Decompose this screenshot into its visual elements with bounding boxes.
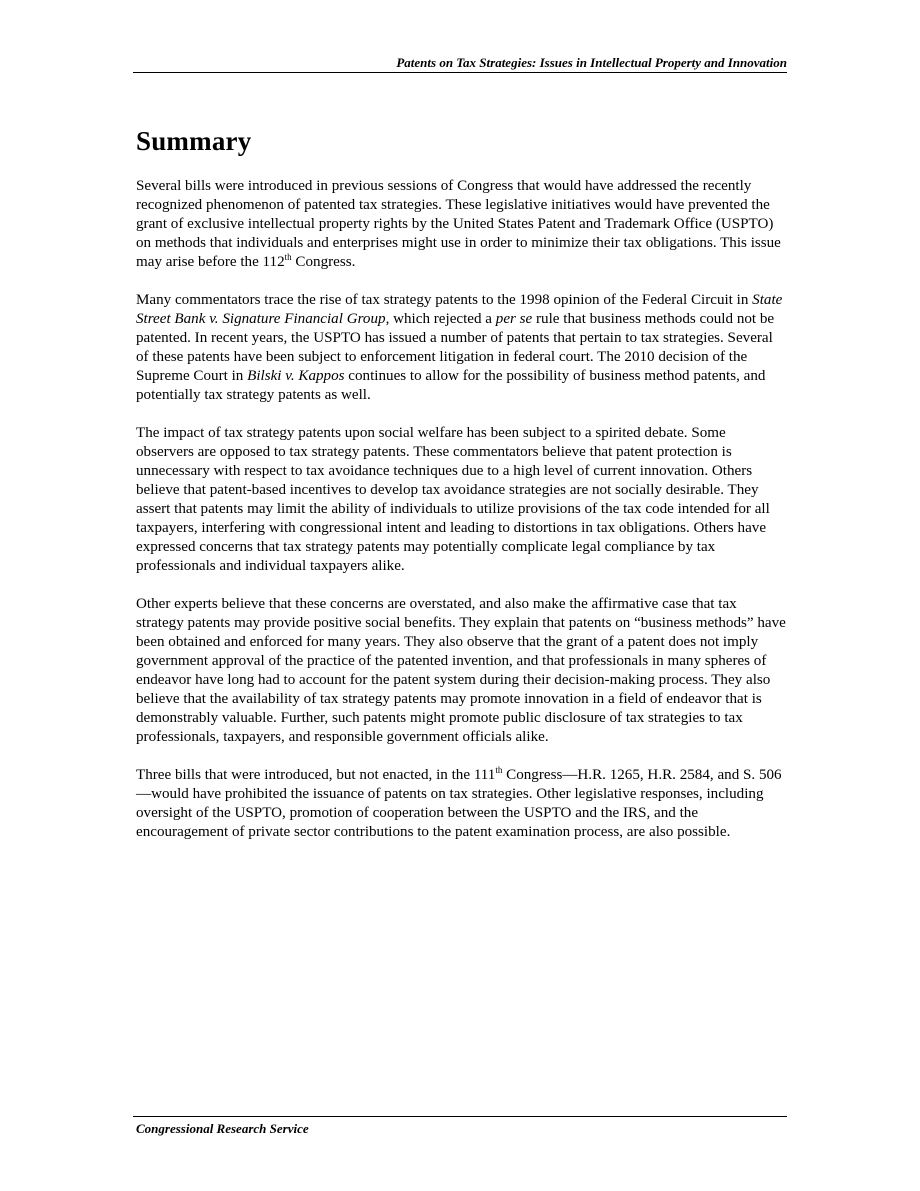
- paragraph-1: [136, 177, 786, 272]
- ordinal-suffix: th: [284, 251, 292, 262]
- paragraph-2-text-4: continues to allow for the possibility of business method patents, and potentially tax strategy patents as well.: [136, 368, 766, 403]
- document-body: [136, 124, 786, 861]
- paragraph-2: [136, 291, 786, 405]
- case-name-bilski: Bilski v. Kappos: [247, 368, 345, 384]
- page-footer: [133, 1116, 787, 1137]
- footer-publisher: Congressional Research Service: [136, 1121, 309, 1136]
- paragraph-2-text-3: rule that business methods could not be patented. In recent years, the USPTO has issued a number of patents that pertain to tax strategies. Several of these patents have been subject to enforcement litigation in federal court. The 2010 decision of the Supreme Court in: [136, 311, 775, 384]
- section-title: Summary: [136, 126, 252, 156]
- latin-phrase: per se: [495, 311, 533, 327]
- case-name-state-street: State Street Bank v. Signature Financial Group: [136, 292, 783, 327]
- paragraph-2-text: Many commentators trace the rise of tax strategy patents to the 1998 opinion of the Federal Circuit in: [136, 292, 753, 308]
- ordinal-suffix: th: [495, 764, 503, 775]
- paragraph-4: Other experts believe that these concerns are overstated, and also make the affirmative case that tax strategy patents may provide positive social benefits. They explain that patents on “business methods” have been obtained and enforced for many years. They also observe that the grant of a patent does not imply government approval of the practice of the patented invention, and that professionals in many spheres of endeavor have long had to account for the patent system during their decision-making process. They also believe that the availability of tax strategy patents may promote innovation in a field of endeavor that is demonstrably valuable. Further, such patents might promote public disclosure of tax strategies to tax professionals, taxpayers, and responsible government officials alike.: [136, 596, 786, 745]
- paragraph-2-text-2: , which rejected a: [385, 311, 496, 327]
- running-header-title: Patents on Tax Strategies: Issues in Intellectual Property and Innovation: [396, 55, 787, 70]
- paragraph-1-text: Several bills were introduced in previous sessions of Congress that would have addressed the recently recognized phenomenon of patented tax strategies. These legislative initiatives would have prevented the grant of exclusive intellectual property rights by the United States Patent and Trademark Office (USPTO) on methods that individuals and enterprises might use in order to minimize their tax obligations. This issue may arise before the 112: [136, 178, 781, 270]
- paragraph-1-text-end: Congress.: [291, 254, 356, 270]
- paragraph-5: [136, 766, 786, 842]
- paragraph-5-text-end: Congress—H.R. 1265, H.R. 2584, and S. 506—would have prohibited the issuance of patents on tax strategies. Other legislative responses, including oversight of the USPTO, promotion of cooperation between the USPTO and the IRS, and the encouragement of private sector contributions to the patent examination process, are also possible.: [136, 767, 782, 840]
- paragraph-3: The impact of tax strategy patents upon social welfare has been subject to a spirited debate. Some observers are opposed to tax strategy patents. These commentators believe that patent protection is unnecessary with respect to tax avoidance techniques due to a high level of current innovation. Others believe that patent-based incentives to develop tax avoidance strategies are not socially desirable. They assert that patents may limit the ability of individuals to utilize provisions of the tax code intended for all taxpayers, interfering with congressional intent and leading to distortions in tax obligations. Others have expressed concerns that tax strategy patents may potentially complicate legal compliance by tax professionals and individual taxpayers alike.: [136, 425, 770, 574]
- running-header: [133, 55, 787, 73]
- paragraph-5-text: Three bills that were introduced, but not enacted, in the 111: [136, 767, 496, 783]
